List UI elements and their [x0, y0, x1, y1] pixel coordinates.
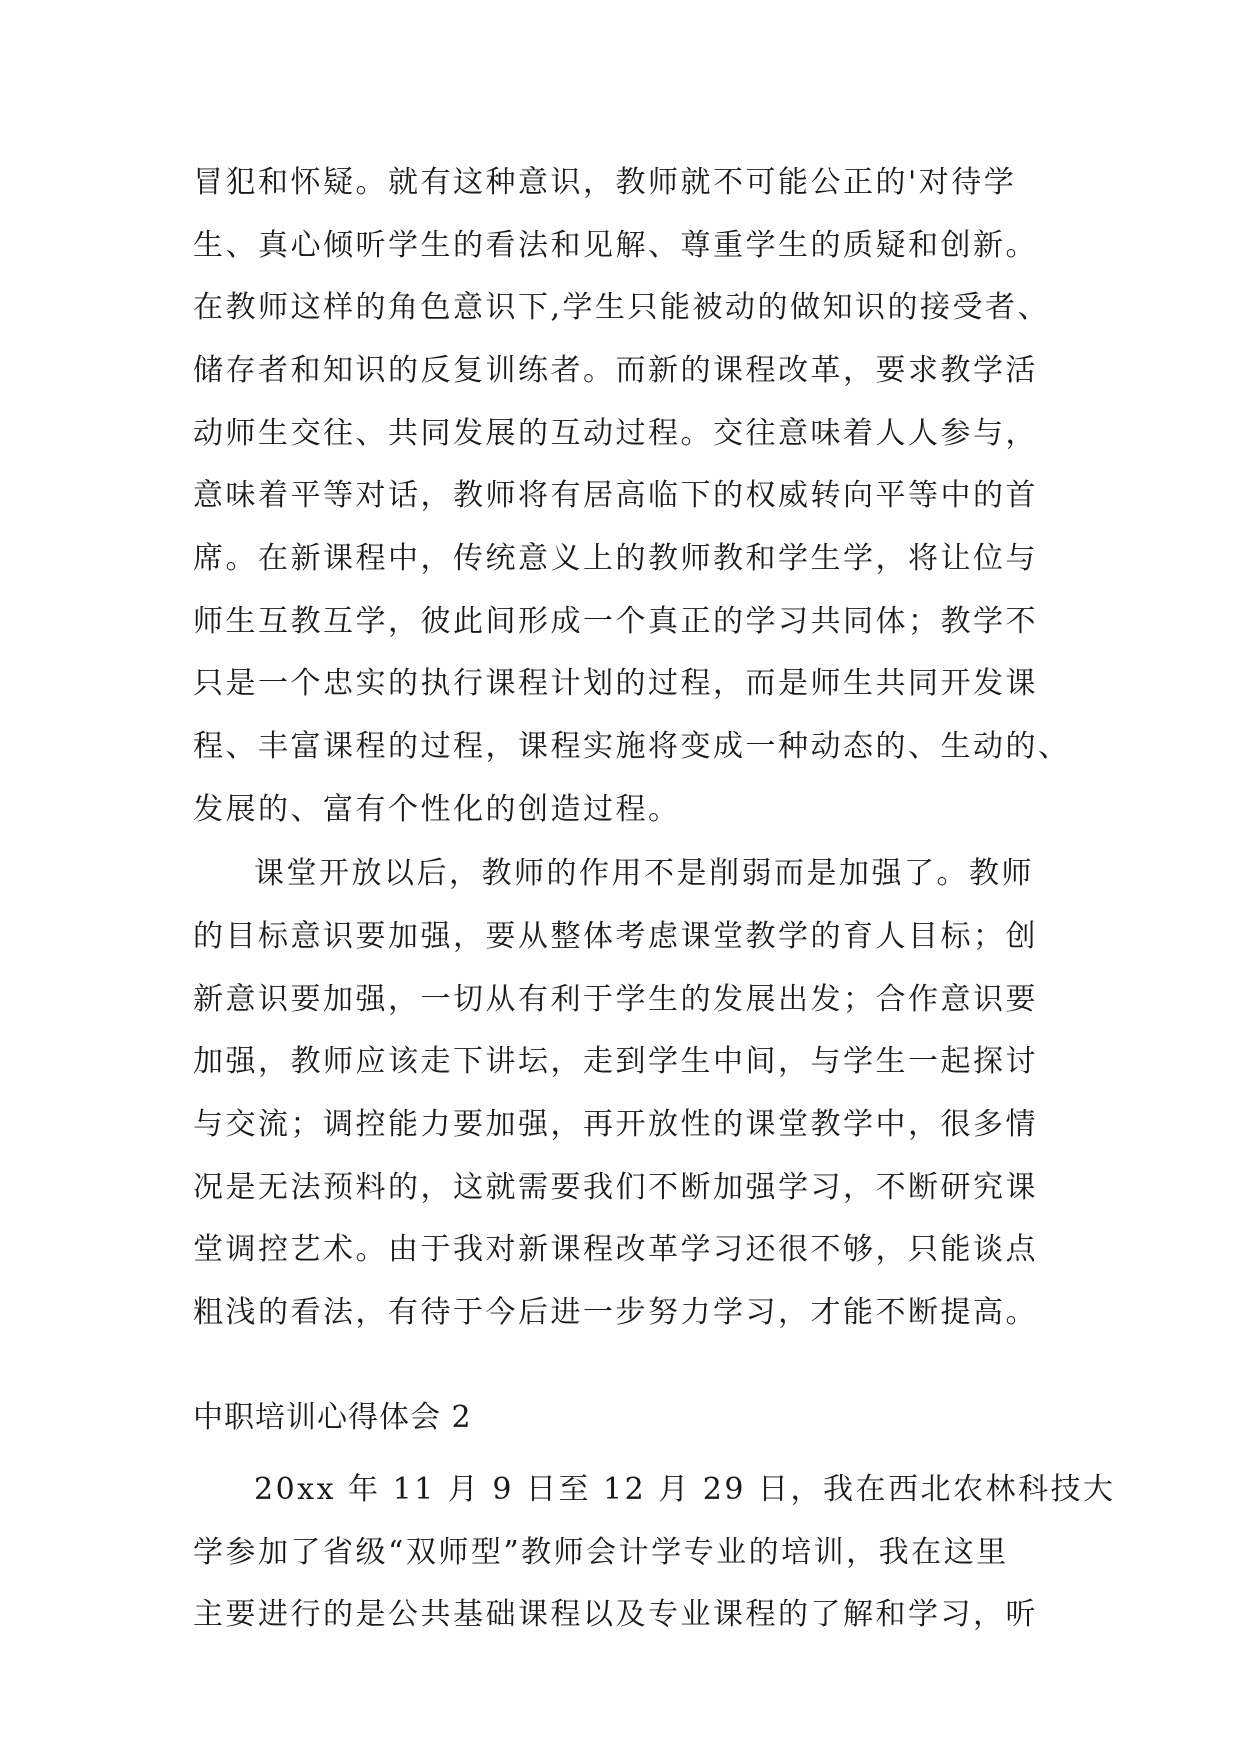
- paragraph-line: 席。在新课程中，传统意义上的教师教和学生学，将让位与: [193, 541, 1038, 576]
- paragraph-line: 生、真心倾听学生的看法和见解、尊重学生的质疑和创新。: [193, 228, 1038, 263]
- paragraph-line: 加强，教师应该走下讲坛，走到学生中间，与学生一起探讨: [193, 1044, 1038, 1079]
- paragraph-line: 发展的、富有个性化的创造过程。: [193, 792, 681, 827]
- paragraph-line: 主要进行的是公共基础课程以及专业课程的了解和学习，听: [193, 1597, 1038, 1632]
- paragraph-line: 学参加了省级“双师型”教师会计学专业的培训，我在这里: [193, 1535, 1009, 1570]
- paragraph-line: 与交流；调控能力要加强，再开放性的课堂教学中，很多情: [193, 1107, 1038, 1142]
- paragraph-line: 新意识要加强，一切从有利于学生的发展出发；合作意识要: [193, 982, 1038, 1017]
- paragraph-line: 的目标意识要加强，要从整体考虑课堂教学的育人目标；创: [193, 919, 1038, 954]
- paragraph-line: 冒犯和怀疑。就有这种意识，教师就不可能公正的'对待学: [193, 165, 1017, 200]
- paragraph-first-line: 20xx 年 11 月 9 日至 12 月 29 日，我在西北农林科技大: [254, 1472, 1116, 1507]
- paragraph-line: 师生互教互学，彼此间形成一个真正的学习共同体；教学不: [193, 604, 1038, 639]
- paragraph-line: 程、丰富课程的过程，课程实施将变成一种动态的、生动的、: [193, 729, 1071, 764]
- paragraph-line: 意味着平等对话，教师将有居高临下的权威转向平等中的首: [193, 478, 1038, 513]
- paragraph-line: 粗浅的看法，有待于今后进一步努力学习，才能不断提高。: [193, 1295, 1038, 1330]
- paragraph-line: 堂调控艺术。由于我对新课程改革学习还很不够，只能谈点: [193, 1232, 1038, 1267]
- paragraph-line: 况是无法预料的，这就需要我们不断加强学习，不断研究课: [193, 1170, 1038, 1205]
- paragraph-line: 只是一个忠实的执行课程计划的过程，而是师生共同开发课: [193, 666, 1038, 701]
- section-heading: 中职培训心得体会 2: [193, 1400, 472, 1435]
- paragraph-line: 动师生交往、共同发展的互动过程。交往意味着人人参与，: [193, 416, 1038, 451]
- paragraph-line: 储存者和知识的反复训练者。而新的课程改革，要求教学活: [193, 353, 1038, 388]
- paragraph-line: 在教师这样的角色意识下,学生只能被动的做知识的接受者、: [193, 290, 1051, 325]
- paragraph-first-line: 课堂开放以后，教师的作用不是削弱而是加强了。教师: [254, 856, 1034, 891]
